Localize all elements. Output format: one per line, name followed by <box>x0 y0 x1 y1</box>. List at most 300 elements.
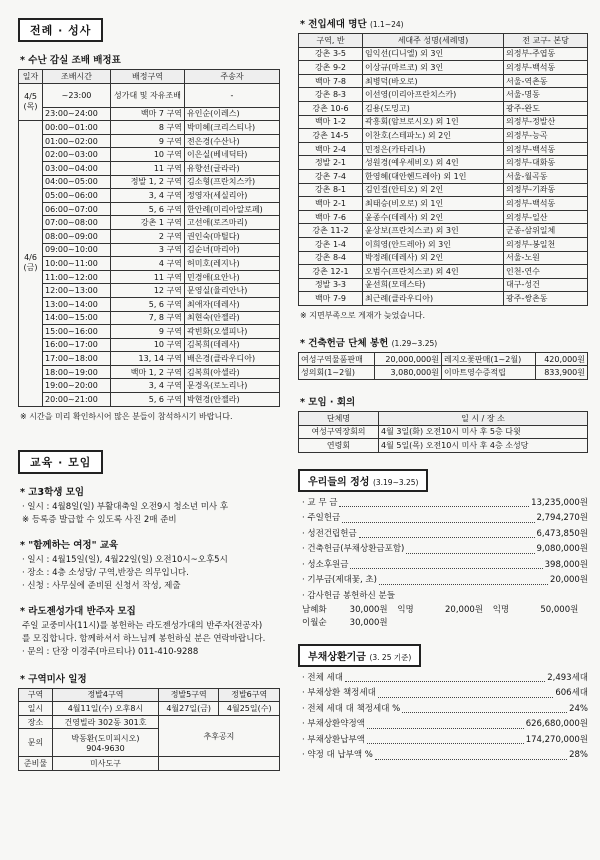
table-row <box>19 338 280 352</box>
table-cell: 08:00~09:00 <box>43 229 111 243</box>
dotted-leader <box>359 527 535 539</box>
table-cell: 곽빈화(오셀피나) <box>185 325 280 339</box>
debt-box <box>298 644 588 667</box>
table-cell: 성원경(예우세비오) 외 4인 <box>363 156 504 170</box>
table-cell: 강촌 9-2 <box>299 61 363 75</box>
info-line: · 일시 : 4월15일(일), 4월22일(일) 오전10시~오후5시 <box>22 554 228 565</box>
table-cell: 420,000원 <box>535 352 587 366</box>
table-row <box>19 325 280 339</box>
table-cell: 11 구역 <box>111 161 185 175</box>
table-cell: 20:00~21:00 <box>43 393 111 407</box>
table-row <box>299 101 588 115</box>
table-row <box>299 88 588 102</box>
table-cell: 준비물 <box>19 757 53 771</box>
table-row <box>299 265 588 279</box>
table-cell: 여성구역물품판매 <box>299 352 375 366</box>
table-header: 세대주 성명(세례명) <box>363 34 504 48</box>
donor-cell <box>445 617 493 630</box>
table-cell: 고선애(로즈마리) <box>185 216 280 230</box>
table-cell: 이마트영수증적립 <box>441 366 535 380</box>
item-label: · 성전건립헌금 <box>302 528 357 539</box>
table-cell: 강촌 10-6 <box>299 101 363 115</box>
transfer-table <box>298 33 588 306</box>
table-row <box>19 365 280 379</box>
table-cell: 07:00~08:00 <box>43 216 111 230</box>
donor-cell: 50,000원 <box>540 604 579 615</box>
info-line: · 문의 : 단장 이경주(마르티나) 011-410-9288 <box>22 646 199 657</box>
offering-box <box>298 469 588 492</box>
header-time: 조배시간 <box>43 70 111 84</box>
thanks-title: · 감사헌금 봉헌하신 분들 <box>302 590 395 601</box>
table-cell: 09:00~10:00 <box>43 243 111 257</box>
dotted-leader <box>406 542 534 554</box>
item-label: · 주일헌금 <box>302 513 341 524</box>
item-value: 2,493세대 <box>547 672 588 683</box>
edu1-title: * 고3학생 모임 <box>20 486 85 498</box>
table-cell: 5, 6 구역 <box>111 202 185 216</box>
table-cell: 19:00~20:00 <box>43 379 111 393</box>
list-item <box>298 604 588 617</box>
debt-list <box>298 671 588 764</box>
table-cell: 정발 1, 2 구역 <box>111 175 185 189</box>
table-row <box>19 257 280 271</box>
table-cell: 여성구역장회의 <box>299 425 379 439</box>
date-cell: 4/5 (목) <box>19 83 43 121</box>
table-cell: 10:00~11:00 <box>43 257 111 271</box>
table-row <box>299 224 588 238</box>
table-cell: 문의 <box>19 729 53 757</box>
table-cell: 한영혜(대안헨드레아) 외 1인 <box>363 169 504 183</box>
table-row <box>299 439 588 453</box>
debt-title: 부채상환기금 (3. 25 기준) <box>298 644 421 667</box>
table-cell: 광주-완도 <box>504 101 588 115</box>
donor-cell <box>493 617 541 630</box>
meeting-title: * 모임 · 회의 <box>300 397 356 409</box>
item-value: 9,080,000원 <box>536 544 588 555</box>
table-row <box>19 121 280 135</box>
item-value: 28% <box>569 750 588 761</box>
item-value: 174,270,000원 <box>525 734 588 745</box>
table-header: 전 교구- 본당 <box>504 34 588 48</box>
table-cell: 광주-쌍촌동 <box>504 292 588 306</box>
right-column <box>298 0 588 764</box>
table-cell: 7, 8 구역 <box>111 311 185 325</box>
table-cell: 윤상보(프란치스코) 외 3인 <box>363 224 504 238</box>
list-item <box>298 527 588 543</box>
dotted-leader <box>379 573 548 585</box>
table-cell: 의정부-주엽동 <box>504 47 588 61</box>
table-cell: 4 구역 <box>111 257 185 271</box>
info-line: ※ 등록증 발급할 수 있도록 사진 2매 준비 <box>22 514 177 525</box>
donor-cell <box>397 617 445 630</box>
table-cell: 01:00~02:00 <box>43 134 111 148</box>
table-cell: 2 구역 <box>111 229 185 243</box>
table-cell: 3, 4 구역 <box>111 189 185 203</box>
district-mass-table <box>18 688 280 771</box>
table-cell: 레지오꽃판매(1~2월) <box>441 352 535 366</box>
confession-title: * 수난 감실 조배 배정표 <box>20 55 121 66</box>
list-item <box>298 511 588 527</box>
table-cell: 정영자(세실리아) <box>185 189 280 203</box>
table-cell: 강촌 8-3 <box>299 88 363 102</box>
table-cell: 13:00~14:00 <box>43 297 111 311</box>
list-item <box>298 717 588 733</box>
table-cell: 02:00~03:00 <box>43 148 111 162</box>
header-area: 배정구역 <box>111 70 185 84</box>
table-cell: 백마 1-2 <box>299 115 363 129</box>
dotted-leader <box>375 748 567 760</box>
table-cell: 의정부-백석동 <box>504 142 588 156</box>
table-cell: 서울-명동 <box>504 88 588 102</box>
table-cell: 유향선(글라라) <box>185 161 280 175</box>
table-cell: 12:00~13:00 <box>43 284 111 298</box>
adoration-schedule-table <box>18 69 280 407</box>
table-cell: 23:00~24:00 <box>43 107 111 121</box>
building-table <box>298 352 588 380</box>
info-line: 주일 교중미사(11시)를 봉헌하는 라도젠성가대의 반주자(전공자) <box>22 620 263 631</box>
transfer-rows <box>299 47 588 305</box>
list-item <box>298 617 588 630</box>
table-cell: 9 구역 <box>111 134 185 148</box>
dotted-leader <box>342 511 534 523</box>
table-cell: 김복희(아셀라) <box>185 365 280 379</box>
table-cell: 10 구역 <box>111 148 185 162</box>
item-label: · 부채상환 책정세대 <box>302 688 376 699</box>
table-cell: 군종-삼위일체 <box>504 224 588 238</box>
item-value: 20,000원 <box>550 575 588 586</box>
table-cell: 강촌 1 구역 <box>111 216 185 230</box>
table-row <box>19 202 280 216</box>
table-row <box>19 270 280 284</box>
table-cell: 성가대 및 자유조배 <box>111 83 185 107</box>
table-cell <box>158 757 279 771</box>
table-cell: 서울-노원 <box>504 251 588 265</box>
table-cell: 강촌 12-1 <box>299 265 363 279</box>
offering-title: 우리들의 정성 (3.19~3.25) <box>298 469 428 492</box>
table-header: 정발5구역 <box>158 688 219 702</box>
table-cell: 최병덕(바오로) <box>363 74 504 88</box>
item-label: · 약정 대 납부액 % <box>302 750 373 761</box>
table-cell: 전은경(수산나) <box>185 134 280 148</box>
dotted-leader <box>350 558 542 570</box>
table-cell: 05:00~06:00 <box>43 189 111 203</box>
dotted-leader <box>402 702 567 714</box>
item-label: · 건축헌금(부채상환금포함) <box>302 544 405 555</box>
table-cell: 윤종수(데레사) 외 2인 <box>363 210 504 224</box>
dotted-leader <box>367 717 524 729</box>
thanks-list <box>298 604 588 630</box>
table-cell: 유인순(이레스) <box>185 107 280 121</box>
table-row <box>299 47 588 61</box>
table-cell: 06:00~07:00 <box>43 202 111 216</box>
item-value: 2,794,270원 <box>536 513 588 524</box>
edu3-title: * 라도젠성가대 반주자 모집 <box>20 605 136 617</box>
table-row <box>299 197 588 211</box>
table-row <box>19 216 280 230</box>
mass-title: * 구역미사 일정 <box>20 673 87 685</box>
donor-cell: 남혜화 <box>302 604 327 615</box>
table-row <box>299 210 588 224</box>
table-cell: 11:00~12:00 <box>43 270 111 284</box>
building-title: * 건축헌금 단체 봉헌 (1.29~3.25) <box>300 337 438 349</box>
table-row <box>299 278 588 292</box>
table-cell: 833,900원 <box>535 366 587 380</box>
table-cell: 3, 4 구역 <box>111 379 185 393</box>
item-label: · 전체 세대 대 책정세대 % <box>302 703 401 714</box>
table-cell: 문영실(율리안나) <box>185 284 280 298</box>
table-row <box>299 169 588 183</box>
date-label: 4/6 <box>24 253 37 263</box>
table-cell: 이은실(베네딕타) <box>185 148 280 162</box>
table-cell: 4월11일(수) 오후8시 <box>53 702 159 716</box>
table-cell: 강촌 8-4 <box>299 251 363 265</box>
table-row <box>299 156 588 170</box>
table-row <box>19 161 280 175</box>
table-cell: 의정부-기좌동 <box>504 183 588 197</box>
table-header: 구역, 반 <box>299 34 363 48</box>
table-cell: 5, 6 구역 <box>111 297 185 311</box>
table-cell: 배은경(클라우디아) <box>185 352 280 366</box>
list-item <box>298 702 588 718</box>
table-cell: 박현경(안젤라) <box>185 393 280 407</box>
table-cell: 박미혜(크리스티나) <box>185 121 280 135</box>
table-row <box>299 183 588 197</box>
table-cell: 3,080,000원 <box>375 366 442 380</box>
table-cell: 14:00~15:00 <box>43 311 111 325</box>
table-cell: 00:00~01:00 <box>43 121 111 135</box>
table-cell: 이찬호(스테파노) 외 2인 <box>363 129 504 143</box>
info-line: · 장소 : 4층 소성당/ 구역,반장은 의무입니다. <box>22 567 189 578</box>
dotted-leader <box>378 686 554 698</box>
table-row <box>299 251 588 265</box>
table-cell: 11 구역 <box>111 270 185 284</box>
list-item <box>298 686 588 702</box>
table-row <box>299 129 588 143</box>
table-cell: 강촌 1-4 <box>299 237 363 251</box>
table-row <box>299 142 588 156</box>
table-cell: 정발 2-1 <box>299 156 363 170</box>
table-row <box>19 352 280 366</box>
table-row <box>19 379 280 393</box>
table-cell: ~23:00 <box>43 83 111 107</box>
table-cell: 허미호(레지나) <box>185 257 280 271</box>
table-cell: 강촌 7-4 <box>299 169 363 183</box>
table-cell: 9 구역 <box>111 325 185 339</box>
table-cell: 최현숙(안젤라) <box>185 311 280 325</box>
schedule-rows <box>19 121 280 406</box>
transfer-title: * 전입세대 명단 (1.1~24) <box>300 19 404 30</box>
table-cell: 의정부-대화동 <box>504 156 588 170</box>
table-row <box>19 243 280 257</box>
list-item <box>298 496 588 512</box>
table-row <box>19 189 280 203</box>
table-cell: 4월27일(금) <box>158 702 219 716</box>
table-cell: 16:00~17:00 <box>43 338 111 352</box>
table-cell: 5, 6 구역 <box>111 393 185 407</box>
item-value: 626,680,000원 <box>525 719 588 730</box>
table-header: 정발6구역 <box>219 688 280 702</box>
table-cell: 서울-역촌동 <box>504 74 588 88</box>
transfer-note: ※ 지면부족으로 게재가 늦었습니다. <box>300 310 426 320</box>
table-cell: 4월 5일(목) 오전10시 미사 후 4층 소성당 <box>379 439 588 453</box>
table-cell: 강촌 11-2 <box>299 224 363 238</box>
schedule-note: ※ 시간을 미리 확인하시어 많은 분들이 참석하시기 바랍니다. <box>20 411 233 421</box>
table-cell: 건영빌라 302동 301호 <box>53 715 159 729</box>
table-cell: 박정례(데레사) 외 2인 <box>363 251 504 265</box>
table-cell: 17:00~18:00 <box>43 352 111 366</box>
table-cell: 임익선(디니엘) 외 3인 <box>363 47 504 61</box>
table-cell: 03:00~04:00 <box>43 161 111 175</box>
table-cell: 4월 3일(화) 오전10시 미사 후 5층 다윗 <box>379 425 588 439</box>
donor-cell: 20,000원 <box>445 604 483 615</box>
table-row <box>19 393 280 407</box>
item-label: · 성소후원금 <box>302 559 349 570</box>
table-cell: 민정은(카타리나) <box>363 142 504 156</box>
date-cell <box>19 121 43 406</box>
table-cell: - <box>185 83 280 107</box>
item-label: · 교 무 금 <box>302 497 338 508</box>
section-title-education: 교육 · 모임 <box>18 450 103 474</box>
table-cell: 민경애(요안나) <box>185 270 280 284</box>
dotted-leader <box>345 671 545 683</box>
table-cell: 김인걸(안티오) 외 2인 <box>363 183 504 197</box>
table-header: 정발4구역 <box>53 688 159 702</box>
table-cell: 백마 7-9 <box>299 292 363 306</box>
table-cell: 강촌 8-1 <box>299 183 363 197</box>
table-cell: 강촌 14-5 <box>299 129 363 143</box>
table-cell: 13, 14 구역 <box>111 352 185 366</box>
table-row <box>19 134 280 148</box>
table-cell: 정발 3-3 <box>299 278 363 292</box>
table-cell: 백마 1, 2 구역 <box>111 365 185 379</box>
table-row <box>299 352 588 366</box>
list-item <box>298 671 588 687</box>
dotted-leader <box>339 496 529 508</box>
meeting-table <box>298 411 588 453</box>
list-item <box>298 748 588 764</box>
table-cell: 04:00~05:00 <box>43 175 111 189</box>
item-label: · 기부금(제대꽃, 초) <box>302 575 377 586</box>
table-cell: 김순녀(마리아) <box>185 243 280 257</box>
item-value: 13,235,000원 <box>531 497 588 508</box>
table-cell: 최태승(비오로) 외 1인 <box>363 197 504 211</box>
item-value: 6,473,850원 <box>536 528 588 539</box>
list-item <box>298 558 588 574</box>
donor-cell: 익명 <box>492 604 510 615</box>
table-cell: 이상규(마르코) 외 3인 <box>363 61 504 75</box>
table-row <box>299 366 588 380</box>
section-title-liturgy: 전례 · 성사 <box>18 18 103 42</box>
table-cell: 권인숙(마틸다) <box>185 229 280 243</box>
table-cell: 백마 7 구역 <box>111 107 185 121</box>
table-row <box>299 61 588 75</box>
dotted-leader <box>367 733 524 745</box>
table-cell: 오범수(프란치스코) 외 4인 <box>363 265 504 279</box>
table-cell: 12 구역 <box>111 284 185 298</box>
item-value: 24% <box>569 703 588 714</box>
table-cell: 10 구역 <box>111 338 185 352</box>
table-row <box>299 115 588 129</box>
table-cell: 최근례(클라우디아) <box>363 292 504 306</box>
table-cell: 강촌 3-5 <box>299 47 363 61</box>
header-leader: 주송자 <box>185 70 280 84</box>
table-cell: 백마 2-4 <box>299 142 363 156</box>
item-label: · 전체 세대 <box>302 672 343 683</box>
table-cell: 의정부-일산 <box>504 210 588 224</box>
table-cell: 일시 <box>19 702 53 716</box>
info-line: · 일시 : 4월8일(일) 부활대축일 오전9시 청소년 미사 후 <box>22 501 229 512</box>
list-item <box>298 573 588 589</box>
table-cell: 문경옥(로노리나) <box>185 379 280 393</box>
table-cell: 미사도구 <box>53 757 159 771</box>
table-cell: 18:00~19:00 <box>43 365 111 379</box>
donor-cell: 30,000원 <box>349 617 388 628</box>
table-row <box>299 237 588 251</box>
table-cell: 이선영(미리아프란치스카) <box>363 88 504 102</box>
table-cell: 20,000,000원 <box>375 352 442 366</box>
left-column <box>18 0 280 771</box>
item-value: 398,000원 <box>544 559 588 570</box>
table-row <box>19 297 280 311</box>
table-cell: 윤선희(모데스타) <box>363 278 504 292</box>
table-cell: 곽흥회(암브로시오) 외 1인 <box>363 115 504 129</box>
table-cell: 대구-성건 <box>504 278 588 292</box>
table-row <box>19 148 280 162</box>
table-row <box>299 292 588 306</box>
table-cell: 15:00~16:00 <box>43 325 111 339</box>
table-cell: 한안례(미리아알로페) <box>185 202 280 216</box>
table-cell: 서울-월곡동 <box>504 169 588 183</box>
table-cell: 김소형(프란치스카) <box>185 175 280 189</box>
edu2-title: * "함께하는 여정" 교육 <box>20 539 119 551</box>
info-line: 를 모집합니다. 함께하셔서 하느님께 봉헌하실 분은 연락바랍니다. <box>22 633 266 644</box>
list-item <box>298 733 588 749</box>
table-cell: 백마 7-6 <box>299 210 363 224</box>
table-cell: 이희영(안드레아) 외 3인 <box>363 237 504 251</box>
item-label: · 부채상환약정액 <box>302 719 365 730</box>
table-row <box>299 74 588 88</box>
table-cell: 장소 <box>19 715 53 729</box>
table-cell: 4월25일(수) <box>219 702 280 716</box>
table-header: 일 시 / 장 소 <box>379 412 588 426</box>
table-cell: 김복희(데레사) <box>185 338 280 352</box>
table-cell: 백마 7-8 <box>299 74 363 88</box>
table-cell: 3 구역 <box>111 243 185 257</box>
table-cell: 박동환(도미피시오) 904-9630 <box>53 729 159 757</box>
table-header: 단체명 <box>299 412 379 426</box>
table-cell: 의정부-백석동 <box>504 61 588 75</box>
header-date: 일자 <box>19 70 43 84</box>
item-label: · 부채상환납부액 <box>302 734 365 745</box>
item-value: 606세대 <box>555 688 588 699</box>
offering-list <box>298 496 588 589</box>
table-cell: 성의회(1~2월) <box>299 366 375 380</box>
table-cell: 연령회 <box>299 439 379 453</box>
table-cell: 의정부-봉일천 <box>504 237 588 251</box>
list-item <box>298 542 588 558</box>
table-cell: 의정부-능곡 <box>504 129 588 143</box>
donor-cell: 익명 <box>397 604 414 615</box>
table-row <box>19 175 280 189</box>
table-row <box>299 425 588 439</box>
table-cell: 최애자(데레사) <box>185 297 280 311</box>
table-row <box>19 229 280 243</box>
table-cell: 백마 2-1 <box>299 197 363 211</box>
table-cell: 인천-연수 <box>504 265 588 279</box>
table-cell: 추후공지 <box>158 715 279 757</box>
table-cell: 8 구역 <box>111 121 185 135</box>
table-cell: 의정부-백석동 <box>504 197 588 211</box>
